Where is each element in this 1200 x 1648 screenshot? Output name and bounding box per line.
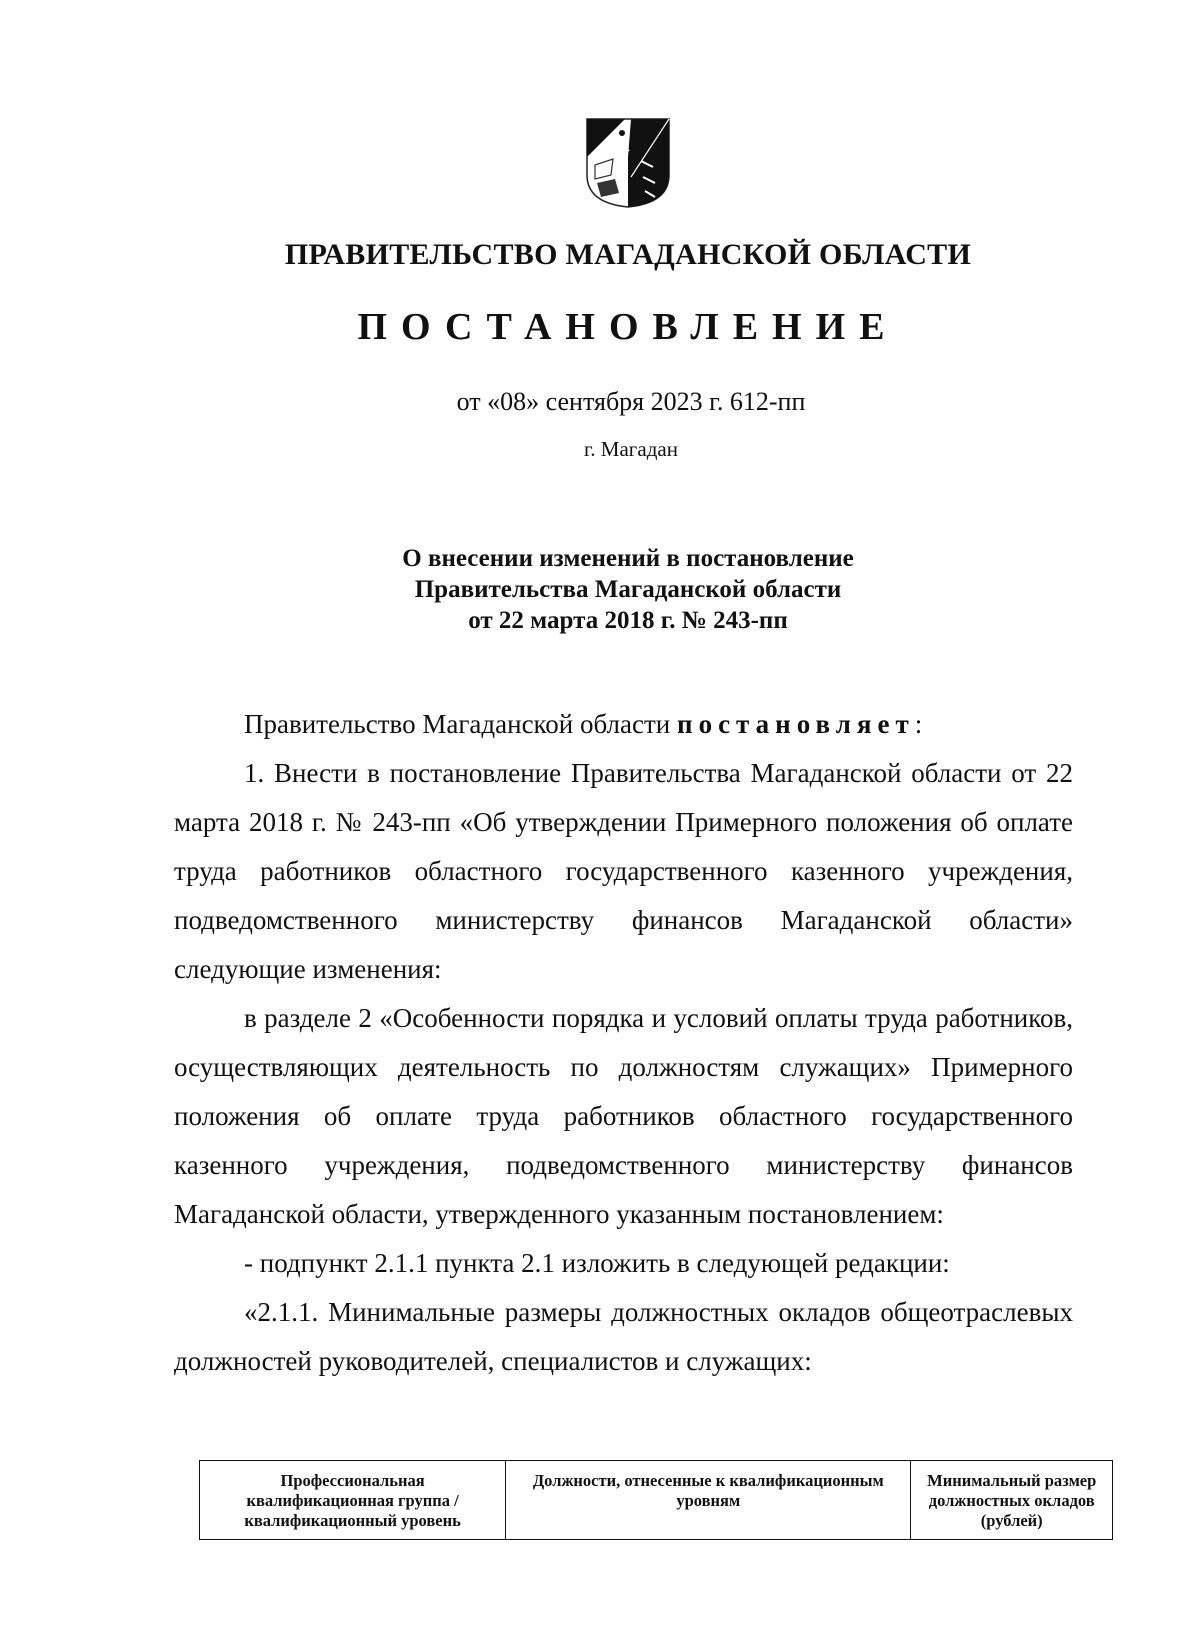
document-date-number: от «08» сентября 2023 г. 612-пп bbox=[456, 387, 806, 416]
table-header-cell: Профессиональная квалификационная группа / квалификационный уровень bbox=[200, 1461, 506, 1540]
document-type-title: ПОСТАНОВЛЕНИЕ bbox=[357, 306, 899, 348]
paragraph-2: в разделе 2 «Особенности порядка и условий оплаты труда работников, осуществляющих деятельность по должностям служащих» Примерного положения об оплате труда работников областного государственного казенного учреждения, подведомственного министерству финансов Магаданской области, утвержденного указанным постановлением: bbox=[174, 1003, 1073, 1229]
document-body bbox=[174, 700, 1073, 1386]
table-header-cell: Минимальный размер должностных окладов (рублей) bbox=[911, 1461, 1113, 1540]
paragraph-1: 1. Внести в постановление Правительства Магаданской области от 22 марта 2018 г. № 243-пп «Об утверждении Примерного положения об оплате труда работников областного государственного казенного учреждения, подведомственного министерству финансов Магаданской области» следующие изменения: bbox=[174, 758, 1073, 984]
intro-paragraph bbox=[174, 700, 1073, 749]
coat-of-arms-icon bbox=[585, 117, 671, 209]
subject-line: от 22 марта 2018 г. № 243-пп bbox=[468, 607, 788, 634]
document-city: г. Магадан bbox=[584, 437, 678, 461]
intro-suffix: : bbox=[914, 709, 923, 739]
document-subject bbox=[0, 543, 1200, 636]
intro-spaced-verb: постановляет bbox=[677, 709, 915, 739]
subject-line: О внесении изменений в постановление bbox=[402, 545, 854, 572]
intro-prefix: Правительство Магаданской области bbox=[244, 709, 671, 739]
table-header-cell: Должности, отнесенные к квалификационным уровням bbox=[506, 1461, 911, 1540]
paragraph-4: «2.1.1. Минимальные размеры должностных окладов общеотраслевых должностей руководителей, специалистов и служащих: bbox=[174, 1297, 1073, 1376]
salary-table bbox=[199, 1460, 1113, 1540]
subject-line: Правительства Магаданской области bbox=[414, 576, 842, 603]
paragraph-3: - подпункт 2.1.1 пункта 2.1 изложить в следующей редакции: bbox=[244, 1248, 950, 1278]
table-header-row bbox=[200, 1461, 1113, 1540]
government-title: ПРАВИТЕЛЬСТВО МАГАДАНСКОЙ ОБЛАСТИ bbox=[284, 238, 972, 271]
